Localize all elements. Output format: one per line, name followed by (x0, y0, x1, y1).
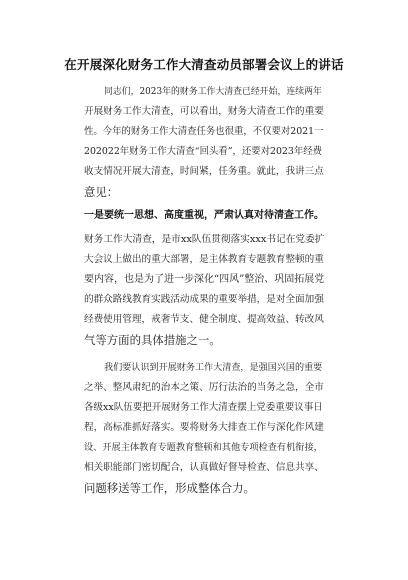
paragraph-2-line-2: 大会议上做出的重大部署，是主体教育专题教育整顿的重 (84, 254, 324, 265)
paragraph-2-line-5: 经费使用管理，戒奢节支、健全制度、提高效益、转改风 (84, 314, 324, 325)
paragraph-3-line-3: 各级xx队伍要把开展财务工作大清查摆上党委重要议事日 (84, 402, 323, 413)
paragraph-3-line-5: 设、开展主体教育专题教育整顿和其他专项检查有机衔接， (84, 442, 323, 453)
paragraph-2-line-4: 的群众路线教育实践活动成果的重要举措，是对全面加强 (84, 294, 324, 305)
paragraph-1-line-5: 收支情况开展大清查，时间紧，任务重。就此，我讲三点 (84, 166, 324, 177)
section-heading-1: 一是要统一思想、高度重视，严肃认真对待清查工作。 (84, 210, 324, 221)
paragraph-1-line-2: 开展财务工作大清查，可以看出，财务大清查工作的重要 (84, 106, 324, 117)
paragraph-2-line-1: 财务工作大清查，是市xx队伍贯彻落实xxx书记在党委扩 (84, 234, 325, 245)
paragraph-3-line-2: 之举、整风肃纪的治本之策、厉行法治的当务之急，全市 (84, 382, 324, 393)
paragraph-1-line-4: 202022年财务工作大清查“回头看”，还要对2023年经费 (84, 146, 322, 157)
paragraph-3-line-6: 相关职能部门密切配合，认真做好督导检查、信息共享、 (84, 462, 324, 473)
document-title: 在开展深化财务工作大清查动员部署会议上的讲话 (64, 57, 344, 72)
paragraph-3-line-1: 我们要认识到开展财务工作大清查，是强国兴国的重要 (104, 363, 323, 373)
paragraph-1-line-1: 同志们，2023年的财务工作大清查已经开始，连续两年 (104, 87, 322, 97)
paragraph-3-line-4: 程，高标准抓好落实。要将财务大排查工作与深化作风建 (84, 422, 324, 433)
paragraph-2-line-3: 要内容，也是为了进一步深化“四风”整治、巩固拓展党 (84, 274, 325, 285)
paragraph-2-line-6: 气等方面的具体措施之一。 (84, 333, 221, 347)
paragraph-1-line-3: 性。今年的财务工作大清查任务也很重，不仅要对2021一 (84, 126, 324, 137)
paragraph-1-line-6: 意见： (84, 185, 119, 199)
paragraph-3-line-7: 问题移送等工作，形成整体合力。 (84, 481, 255, 495)
